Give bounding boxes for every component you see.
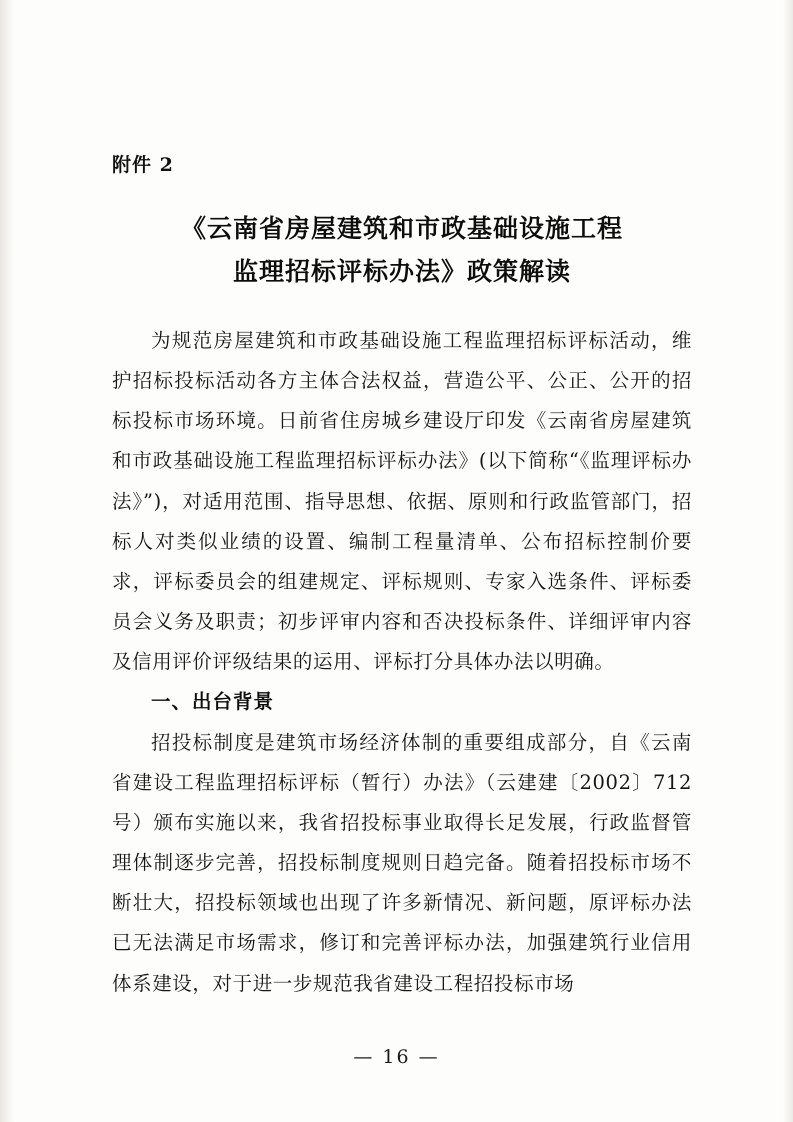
section-heading-background: 一、出台背景 [151,690,275,714]
intro-paragraph: 为规范房屋建筑和市政基础设施工程监理招标评标活动，维护招标投标活动各方主体合法权益，营造公平、公正、公开的招标投标市场环境。日前省住房城乡建设厅印发《云南省房屋建筑和市政基础设施工程监理招标评标办法》(以下简称“《监理评标办法》”)，对适用范围、指导思想、依据、原则和行政监管部门，招标人对类似业绩的设置、编制工程量清单、公布招标控制价要求，评标委员会的组建规定、评标规则、专家入选条件、评标委员会义务及职责；初步评审内容和否决投标条件、详细评审内容及信用评价评级结果的运用、评标打分具体办法以明确。 [112,329,692,674]
page-number: — 16 — [353,1046,440,1068]
attachment-label: 附件 2 [112,154,174,176]
section-paragraph-background: 招投标制度是建筑市场经济体制的重要组成部分，自《云南省建设工程监理招标评标（暂行）办法》（云建建〔2002〕712号）颁布实施以来，我省招投标事业取得长足发展，行政监督管理体制逐步完善，招投标制度规则日趋完备。随着招投标市场不断壮大，招投标领域也出现了许多新情况、新问题，原评标办法已无法满足市场需求，修订和完善评标办法，加强建筑行业信用体系建设，对于进一步规范我省建设工程招投标市场 [112,730,692,995]
page-title-line-1: 《云南省房屋建筑和市政基础设施工程 [180,214,623,243]
page-title [124,207,681,293]
document-body [112,150,692,1004]
page-title-line-2: 监理招标评标办法》政策解读 [232,257,571,286]
